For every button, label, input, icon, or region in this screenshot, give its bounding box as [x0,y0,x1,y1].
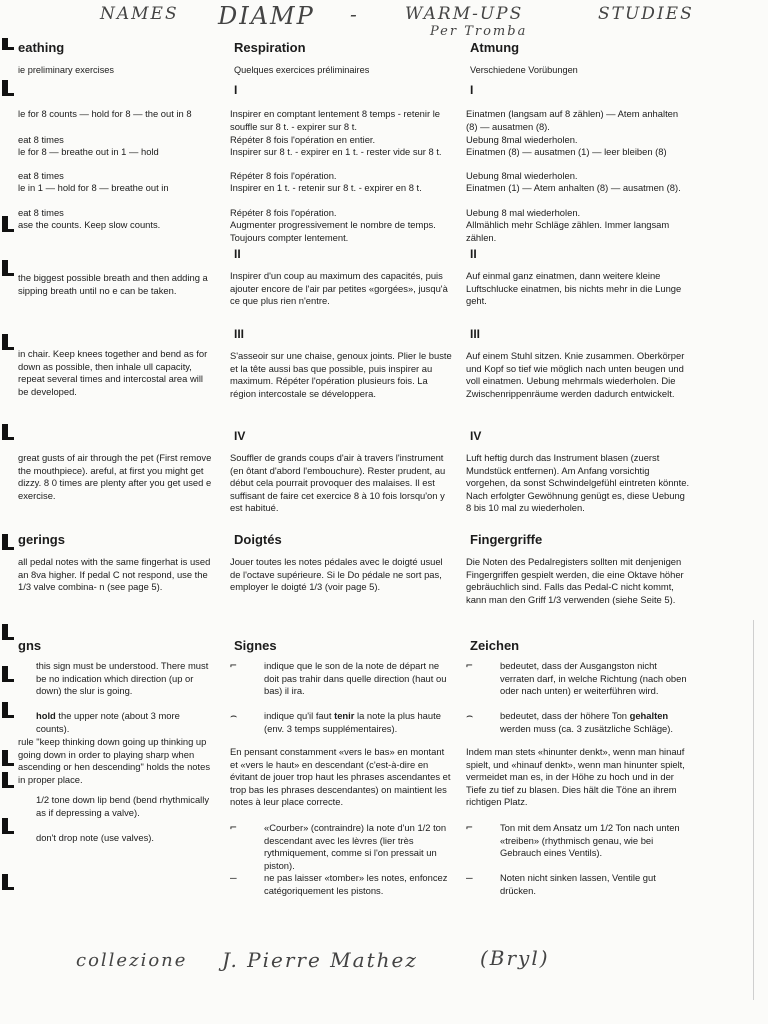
fr-sign-1-text: indique que le son de la note de départ ne doit pas trahir dans quelle direction (haut ou bas) il ira. [264,660,447,697]
en-heading-breathing: eathing [18,40,65,55]
drop-symbol-icon: — [466,871,473,884]
fr-sign-4 [230,822,454,872]
en-paragraph-5: all pedal notes with the same fingerhat is used an 8va higher. If pedal C not respond, use the 1/3 valve combina- n (see page 5). [18,556,211,593]
margin-marker [2,624,8,638]
fr-sign-2-text [264,710,454,735]
fr-paragraph-1b: Répéter 8 fois l'opération en entier. [230,134,376,145]
fr-paragraph-1d: Répéter 8 fois l'opération. [230,170,337,181]
bend-symbol-icon: ⌐ [466,821,473,834]
margin-marker [2,424,8,438]
de-paragraph-1f: Uebung 8 mal wiederholen. [466,207,581,218]
en-paragraph-3: in chair. Keep knees together and bend as for down as possible, then inhale ull capacity, repeat several times and intercostal area will be developed. [18,348,208,397]
de-sign-4 [466,822,692,860]
fr-paragraph-1a: Inspirer en comptant lentement 8 temps - retenir le souffle sur 8 t. - expirer sur 8 t. [230,108,440,132]
en-paragraph-1d: eat 8 times [18,170,64,181]
margin-marker [2,818,8,832]
margin-marker [2,216,8,230]
de-paragraph-5: Die Noten des Pedalregisters sollten mit denjenigen Fingergriffen gespielt werden, die eine Oktave höher gebräuchlich sind. Falls das Pedal-C nicht kommt, kann man den Griff 1/3 verwenden (siehe Seite 5). [466,556,684,605]
de-sign-2-text [500,710,692,735]
handwritten-author: J. Pierre Mathez [222,948,418,972]
drop-symbol-icon: — [230,871,237,884]
en-paragraph-1e: le in 1 — hold for 8 — breathe out in [18,182,169,193]
fr-paragraph-1c: Inspirer sur 8 t. - expirer en 1 t. - rester vide sur 8 t. [230,146,442,157]
de-section-iv: IV [470,429,482,443]
handwritten-mark: (Bryl) [480,946,550,970]
en-sign-2 [36,710,214,735]
margin-marker [2,334,8,348]
handwritten-studies: STUDIES [598,4,694,24]
de-heading-zeichen: Zeichen [470,638,520,653]
french-column [230,38,454,918]
handwritten-dash: - [350,2,359,26]
de-sign-4-text: Ton mit dem Ansatz um 1/2 Ton nach unten «treiben» (rhythmisch genau, wie bei Gebrauch eines Ventils). [500,822,680,859]
de-section-i: I [470,83,474,97]
de-sign-5-text: Noten nicht sinken lassen, Ventile gut drücken. [500,872,656,896]
handwritten-warmups: WARM-UPS [405,4,524,24]
fr-sign-2c: la note la plus haute (env. 3 temps supplémentaires). [264,710,441,734]
de-paragraph-4: Luft heftig durch das Instrument blasen (zuerst Mundstück entfernen). Am Anfang vorsichtig vorgehen, da sonst Schwindelgefühl eintreten könnte. Nach erfolgter Gewöhnung genügt es, diese Uebung 8 bis 10 mal zu wiederholen. [466,452,690,514]
fr-section-iv: IV [234,429,246,443]
de-section-ii: II [470,247,477,261]
en-paragraph-1g: ase the counts. Keep slow counts. [18,219,161,230]
en-paragraph-1f: eat 8 times [18,207,64,218]
handwritten-diamp: DIAMP [218,2,315,30]
fr-paragraph-2: Inspirer d'un coup au maximum des capacités, puis ajouter encore de l'air par petites «gorgées», jusqu'à ce que plus rien n'entre. [230,270,448,307]
slur-symbol-icon: ⌐ [230,659,237,672]
en-sign-2-text: the upper note (about 3 more counts). [36,710,180,734]
en-subtitle: ie preliminary exercises [18,65,114,75]
de-sign-2a: bedeutet, dass der höhere Ton [500,710,630,721]
fr-paragraph-1f: Répéter 8 fois l'opération. [230,207,337,218]
margin-marker [2,874,8,888]
de-paragraph-3: Auf einem Stuhl sitzen. Knie zusammen. Oberkörper und Kopf so tief wie möglich nach unten beugen und voll einatmen. Uebung mehrmals wiederholen. Die Zwischenrippenräume werden dadurch entwickelt. [466,350,685,399]
fr-sign-5 [230,872,454,897]
de-paragraph-1b: Uebung 8mal wiederholen. [466,134,578,145]
en-sign-1: this sign must be understood. There must be no indication which direction (up or down) the slur is going. [36,660,209,697]
fr-paragraph-3: S'asseoir sur une chaise, genoux joints. Plier le buste et la tête aussi bas que possible, puis inspirer au maximum. Répéter l'opération plusieurs fois. La région intercostale se développera. [230,350,452,399]
fr-paragraph-5: Jouer toutes les notes pédales avec le doigté usuel de l'octave supérieure. Si le Do pédale ne sort pas, employer le doigté 1/3 (voir page 5). [230,556,443,593]
margin-marker [2,260,8,274]
en-sign-2-bold: hold [36,710,56,721]
de-paragraph-1a: Einatmen (langsam auf 8 zählen) — Atem anhalten (8) — ausatmen (8). [466,108,679,132]
fr-sign-1 [230,660,454,698]
de-paragraph-2: Auf einmal ganz einatmen, dann weitere kleine Luftschlucke einatmen, bis nichts mehr in die Lunge geht. [466,270,682,307]
en-paragraph-1a: le for 8 counts — hold for 8 — the out in 8 [18,108,192,119]
bend-symbol-icon: ⌐ [230,821,237,834]
en-paragraph-1c: le for 8 — breathe out in 1 — hold [18,146,159,157]
english-column [2,38,214,918]
fr-section-ii: II [234,247,241,261]
fr-paragraph-1e: Inspirer en 1 t. - retenir sur 8 t. - expirer en 8 t. [230,182,422,193]
fr-paragraph-4: Souffler de grands coups d'air à travers l'instrument (en ôtant d'abord l'embouchure). Rester prudent, au début cela pourrait provoquer des malaises. Il est suffisant de faire cet exercice 8 à 10 fois lorsqu'on y est habitué. [230,452,446,514]
de-sign-1-text: bedeutet, dass der Ausgangston nicht verraten darf, in welche Richtung (nach oben oder nach unten) er weiterführen wird. [500,660,687,697]
margin-marker [2,666,8,680]
en-paragraph-1b: eat 8 times [18,134,64,145]
fr-sign-5-text: ne pas laisser «tomber» les notes, enfoncez catégoriquement les pistons. [264,872,448,896]
fr-sign-4-text: «Courber» (contraindre) la note d'un 1/2 ton descendant avec les lèvres (lier très rythmiquement, comme si l'on pressait un piston). [264,822,447,871]
de-paragraph-1d: Uebung 8mal wiederholen. [466,170,578,181]
de-heading-fingergriffe: Fingergriffe [470,532,543,547]
en-sign-3: rule "keep thinking down going up thinking up going down in order to playing sharp when ascending or hen descending" holds the notes in proper place. [18,736,211,785]
handwritten-names: NAMES [100,4,179,24]
scan-edge-line [753,620,754,1000]
german-column [466,38,692,918]
fr-section-i: I [234,83,238,97]
en-paragraph-2: the biggest possible breath and then adding a sipping breath until no e can be taken. [18,272,208,296]
en-heading-signs: gns [18,638,42,653]
en-sign-4: 1/2 tone down lip bend (bend rhythmically as if depressing a valve). [36,794,210,818]
de-paragraph-1e: Einatmen (1) — Atem anhalten (8) — ausatmen (8). [466,182,681,193]
en-sign-5: don't drop note (use valves). [36,832,155,843]
de-heading-atmung: Atmung [470,40,520,55]
margin-marker [2,772,8,786]
fr-paragraph-1g: Augmenter progressivement le nombre de temps. Toujours compter lentement. [230,219,436,243]
hold-symbol-icon: ⌢ [230,709,238,722]
de-sign-2c: werden muss (ca. 3 zusätzliche Schläge). [500,722,673,734]
handwritten-per-tromba: Per Tromba [430,24,528,39]
de-paragraph-1c: Einatmen (8) — ausatmen (1) — leer bleiben (8) [466,146,667,157]
fr-heading-doigtes: Doigtés [234,532,282,547]
margin-marker [2,534,8,548]
de-sign-2 [466,710,692,735]
de-sign-2b: gehalten [629,710,669,721]
margin-marker [2,750,8,764]
fr-heading-signes: Signes [234,638,277,653]
de-sign-5 [466,872,692,897]
hold-symbol-icon: ⌢ [466,709,474,722]
fr-section-iii: III [234,327,245,341]
en-heading-fingerings: gerings [18,532,65,547]
slur-symbol-icon: ⌐ [466,659,473,672]
de-sign-1 [466,660,692,698]
fr-sign-2b: tenir [334,710,355,721]
fr-sign-3: En pensant constamment «vers le bas» en montant et «vers le haut» en descendant (c'est-à-dire en évitant de jouer trop haut les phrases ascendantes et trop bas les phrases descendantes) on maintient les notes à leur place correcte. [230,746,451,808]
fr-sign-2a: indique qu'il faut [264,710,335,721]
margin-marker [2,38,8,48]
fr-subtitle: Quelques exercices préliminaires [234,65,370,75]
fr-heading-respiration: Respiration [234,40,306,55]
fr-sign-2 [230,710,454,735]
handwritten-collezione: collezione [76,950,188,971]
margin-marker [2,80,8,94]
de-paragraph-1g: Allmählich mehr Schläge zählen. Immer langsam zählen. [466,219,670,243]
de-subtitle: Verschiedene Vorübungen [470,65,578,75]
de-sign-3: Indem man stets «hinunter denkt», wenn man hinauf spielt, und «hinauf denkt», wenn man hinunter spielt, vermeidet man es, in der Höhe zu hoch und in der Tiefe zu tief zu blasen. Dies hält die Töne an ihrem richtigen Platz. [466,746,685,808]
margin-marker [2,702,8,716]
de-section-iii: III [470,327,481,341]
en-paragraph-4: great gusts of air through the pet (First remove the mouthpiece). areful, at first you might get dizzy. 8 0 times are plenty after you get used e exercise. [18,452,212,501]
